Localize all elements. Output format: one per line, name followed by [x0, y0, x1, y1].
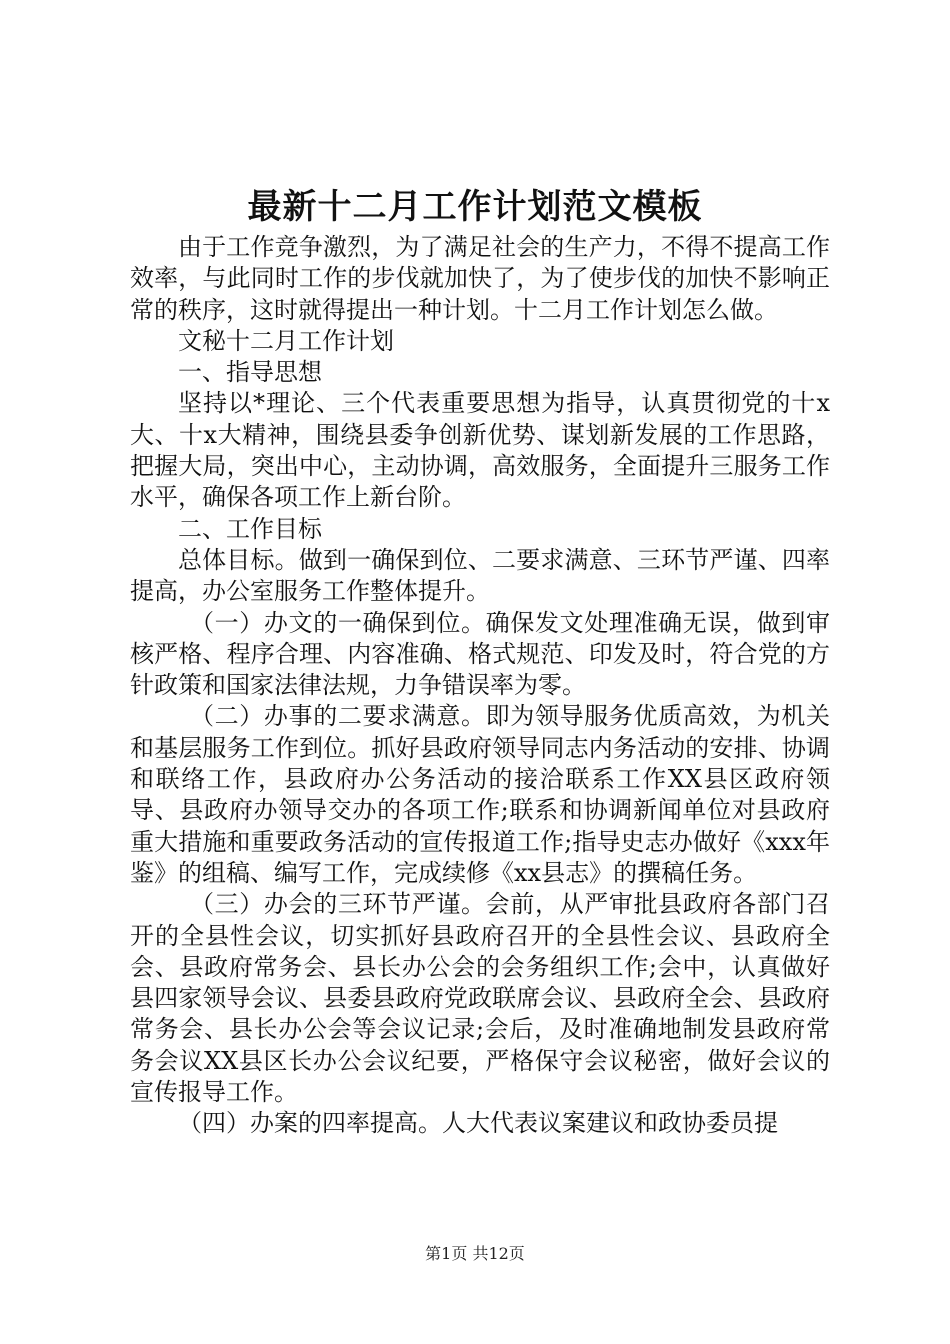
body-paragraph: 坚持以*理论、三个代表重要思想为指导，认真贯彻党的十x大、十x大精神，围绕县委争创新优势、谋划新发展的工作思路，把握大局，突出中心，主动协调，高效服务，全面提升三服务工作水平，确保各项工作上新台阶。	[130, 389, 830, 512]
document-title: 最新十二月工作计划范文模板	[247, 187, 703, 227]
body-paragraph: （二）办事的二要求满意。即为领导服务优质高效，为机关和基层服务工作到位。抓好县政府领导同志内务活动的安排、协调和联络工作，县政府办公务活动的接洽联系工作XX县区政府领导、县政府办领导交办的各项工作;联系和协调新闻单位对县政府重大措施和重要政务活动的宣传报道工作;指导史志办做好《xxx年鉴》的组稿、编写工作，完成续修《xx县志》的撰稿任务。	[130, 702, 830, 887]
section-heading: 文秘十二月工作计划	[178, 326, 394, 355]
body-paragraph: 总体目标。做到一确保到位、二要求满意、三环节严谨、四率提高，办公室服务工作整体提升。	[130, 545, 830, 606]
document-body	[130, 232, 830, 1140]
section-heading: 一、指导思想	[178, 358, 322, 387]
body-paragraph: （四）办案的四率提高。人大代表议案建议和政协委员提	[178, 1109, 778, 1138]
body-paragraph: （一）办文的一确保到位。确保发文处理准确无误，做到审核严格、程序合理、内容准确、格式规范、印发及时，符合党的方针政策和国家法律法规，力争错误率为零。	[130, 608, 830, 700]
intro-paragraph: 由于工作竞争激烈，为了满足社会的生产力，不得不提高工作效率，与此同时工作的步伐就加快了，为了使步伐的加快不影响正常的秩序，这时就得提出一种计划。十二月工作计划怎么做。	[130, 233, 830, 324]
page-footer: 第1页 共12页	[425, 1244, 525, 1263]
section-heading: 二、工作目标	[178, 514, 322, 543]
body-paragraph: （三）办会的三环节严谨。会前，从严审批县政府各部门召开的全县性会议，切实抓好县政府召开的全县性会议、县政府全会、县政府常务会、县长办公会的会务组织工作;会中，认真做好县四家领导会议、县委县政府党政联席会议、县政府全会、县政府常务会、县长办公会等会议记录;会后，及时准确地制发县政府常务会议XX县区长办公会议纪要，严格保守会议秘密，做好会议的宣传报导工作。	[130, 890, 830, 1107]
